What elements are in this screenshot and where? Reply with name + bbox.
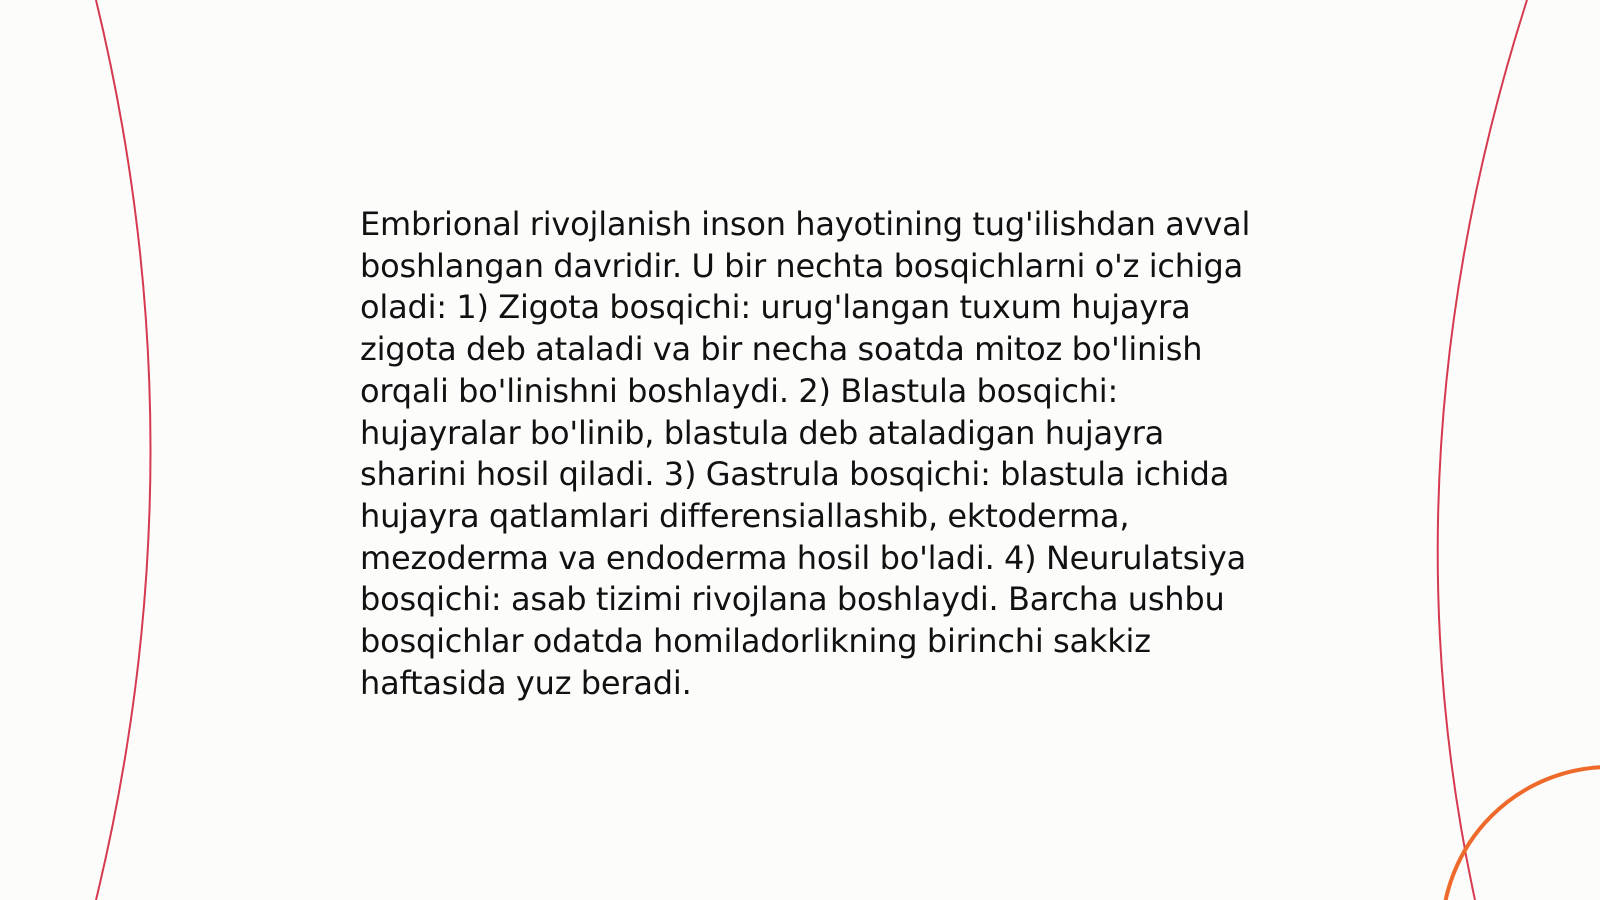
slide-body-text: Embrional rivojlanish inson hayotining tug'ilishdan avval boshlangan davridir. U bir nechta bosqichlarni o'z ichiga oladi: 1) Zigota bosqichi: urug'langan tuxum hujayra zigota deb ataladi va bir necha soatda mitoz bo'linish orqali bo'linishni boshlaydi. 2) Blastula bosqichi: hujayralar bo'linib, blastula deb ataladigan hujayra sharini hosil qiladi. 3) Gastrula bosqichi: blastula ichida hujayra qatlamlari differensiallashib, ektoderma, mezoderma va endoderma hosil bo'ladi. 4) Neurulatsiya bosqichi: asab tizimi rivojlana boshlaydi. Barcha ushbu bosqichlar odatda homiladorlikning birinchi sakkiz haftasida yuz beradi. bbox=[360, 205, 1251, 702]
right-curve-decoration bbox=[1438, 0, 1527, 900]
left-curve-decoration bbox=[96, 0, 151, 900]
corner-circle-decoration bbox=[1442, 767, 1600, 900]
